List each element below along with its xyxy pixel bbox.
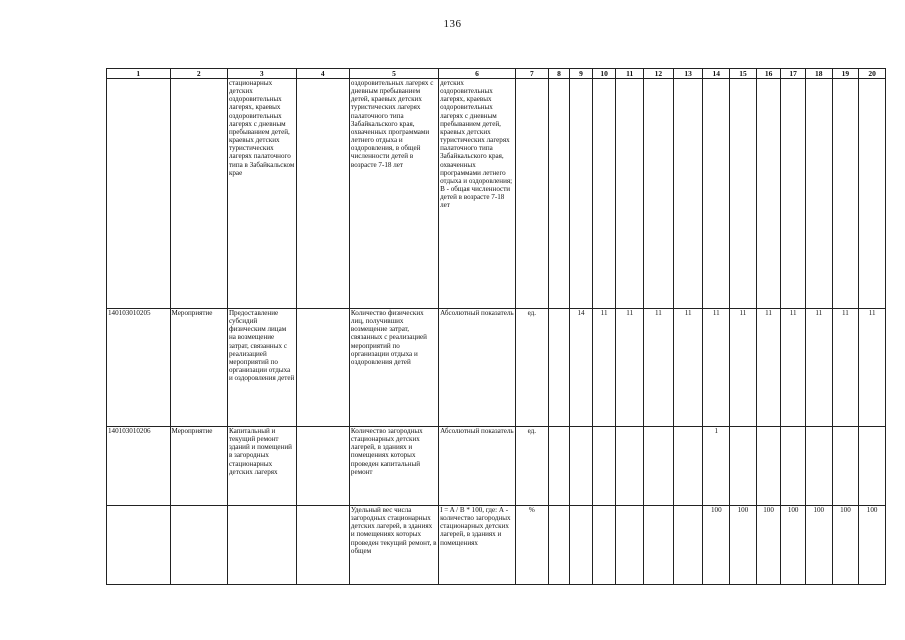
header-cell: 13 — [673, 69, 703, 79]
value-cell: 100 — [781, 506, 806, 585]
value-cell: 11 — [805, 309, 832, 427]
value-cell — [616, 427, 644, 506]
header-cell: 15 — [730, 69, 757, 79]
unit-cell: ед. — [515, 427, 548, 506]
header-cell: 10 — [592, 69, 616, 79]
value-cell — [570, 506, 593, 585]
header-cell: 1 — [107, 69, 171, 79]
col4-cell — [296, 309, 349, 427]
header-cell: 2 — [170, 69, 227, 79]
type-cell: Мероприятие — [170, 309, 227, 427]
value-cell — [644, 79, 674, 309]
value-cell: 100 — [859, 506, 886, 585]
header-cell: 17 — [781, 69, 806, 79]
value-cell: 11 — [781, 309, 806, 427]
value-cell — [781, 79, 806, 309]
value-cell: 1 — [703, 427, 730, 506]
value-cell — [644, 427, 674, 506]
name-cell: стационарных детских оздоровительных лагерях, краевых оздоровительных лагерях с дневным пребыванием детей, краевых детских туристических лагерях палаточного типа в Забайкальском крае — [227, 79, 296, 309]
header-cell: 3 — [227, 69, 296, 79]
header-cell: 12 — [644, 69, 674, 79]
value-cell — [592, 79, 616, 309]
header-cell: 7 — [515, 69, 548, 79]
value-cell — [673, 506, 703, 585]
unit-cell: % — [515, 506, 548, 585]
value-cell — [548, 427, 570, 506]
value-cell — [859, 427, 886, 506]
method-cell: детских оздоровительных лагерях, краевых оздоровительных лагерях с дневным пребыванием детей, краевых детских туристических лагерях палаточного типа Забайкальского края, охваченных программами летнего отдыха и оздоровления; В - общая численности детей в возрасте 7-18 лет — [439, 79, 516, 309]
indicator-cell: оздоровительных лагерях с дневным пребыванием детей, краевых детских туристических лагерях палаточного типа Забайкальского края, охваченных программами летнего отдыха и оздоровления, в общей численности детей в возрасте 7-18 лет — [349, 79, 438, 309]
page-number: 136 — [443, 18, 462, 30]
table-row — [107, 506, 886, 585]
col4-cell — [296, 506, 349, 585]
value-cell — [859, 79, 886, 309]
method-cell: Абсолютный показатель — [439, 427, 516, 506]
value-cell — [756, 79, 781, 309]
program-table — [106, 68, 886, 585]
unit-cell — [515, 79, 548, 309]
value-cell: 100 — [756, 506, 781, 585]
code-cell: 140103010205 — [107, 309, 171, 427]
header-cell: 9 — [570, 69, 593, 79]
table-row — [107, 427, 886, 506]
code-cell — [107, 506, 171, 585]
value-cell — [730, 79, 757, 309]
table-row — [107, 79, 886, 309]
name-cell: Предоставление субсидий физическим лицам на возмещение затрат, связанных с реализацией мероприятий по организации отдыха и оздоровления детей — [227, 309, 296, 427]
value-cell — [805, 427, 832, 506]
header-cell: 19 — [832, 69, 859, 79]
indicator-cell: Количество загородных стационарных детских лагерей, в зданиях и помещениях которых проведен капитальный ремонт — [349, 427, 438, 506]
value-cell — [616, 79, 644, 309]
value-cell: 100 — [832, 506, 859, 585]
indicator-cell: Количество физических лиц, получивших возмещение затрат, связанных с реализацией мероприятий по организации отдыха и оздоровления детей — [349, 309, 438, 427]
code-cell — [107, 79, 171, 309]
unit-cell: ед. — [515, 309, 548, 427]
value-cell — [730, 427, 757, 506]
table-row — [107, 309, 886, 427]
value-cell — [703, 79, 730, 309]
value-cell — [548, 309, 570, 427]
type-cell — [170, 506, 227, 585]
type-cell — [170, 79, 227, 309]
value-cell: 100 — [730, 506, 757, 585]
value-cell — [673, 427, 703, 506]
value-cell — [673, 79, 703, 309]
value-cell — [548, 79, 570, 309]
header-cell: 16 — [756, 69, 781, 79]
header-cell: 5 — [349, 69, 438, 79]
indicator-cell: Удельный вес числа загородных стационарных детских лагерей, в зданиях и помещениях которых проведен текущий ремонт, в общем — [349, 506, 438, 585]
value-cell — [805, 79, 832, 309]
value-cell: 11 — [592, 309, 616, 427]
value-cell: 11 — [616, 309, 644, 427]
value-cell: 100 — [703, 506, 730, 585]
method-cell: I = A / B * 100, где: А - количество загородных стационарных детских лагерей, в зданиях и помещениях — [439, 506, 516, 585]
col4-cell — [296, 79, 349, 309]
value-cell — [570, 427, 593, 506]
value-cell: 11 — [730, 309, 757, 427]
value-cell — [570, 79, 593, 309]
name-cell: Капитальный и текущий ремонт зданий и помещений в загородных стационарных детских лагерях — [227, 427, 296, 506]
code-cell: 140103010206 — [107, 427, 171, 506]
value-cell — [592, 506, 616, 585]
col4-cell — [296, 427, 349, 506]
value-cell: 11 — [859, 309, 886, 427]
value-cell — [548, 506, 570, 585]
value-cell — [756, 427, 781, 506]
header-cell: 8 — [548, 69, 570, 79]
value-cell: 14 — [570, 309, 593, 427]
header-row — [107, 69, 886, 79]
value-cell — [592, 427, 616, 506]
header-cell: 18 — [805, 69, 832, 79]
name-cell — [227, 506, 296, 585]
value-cell: 11 — [756, 309, 781, 427]
value-cell: 11 — [644, 309, 674, 427]
method-cell: Абсолютный показатель — [439, 309, 516, 427]
value-cell: 11 — [703, 309, 730, 427]
value-cell: 100 — [805, 506, 832, 585]
value-cell: 11 — [673, 309, 703, 427]
header-cell: 4 — [296, 69, 349, 79]
value-cell — [832, 79, 859, 309]
value-cell: 11 — [832, 309, 859, 427]
header-cell: 11 — [616, 69, 644, 79]
value-cell — [644, 506, 674, 585]
header-cell: 6 — [439, 69, 516, 79]
value-cell — [616, 506, 644, 585]
header-cell: 14 — [703, 69, 730, 79]
value-cell — [832, 427, 859, 506]
value-cell — [781, 427, 806, 506]
type-cell: Мероприятие — [170, 427, 227, 506]
header-cell: 20 — [859, 69, 886, 79]
